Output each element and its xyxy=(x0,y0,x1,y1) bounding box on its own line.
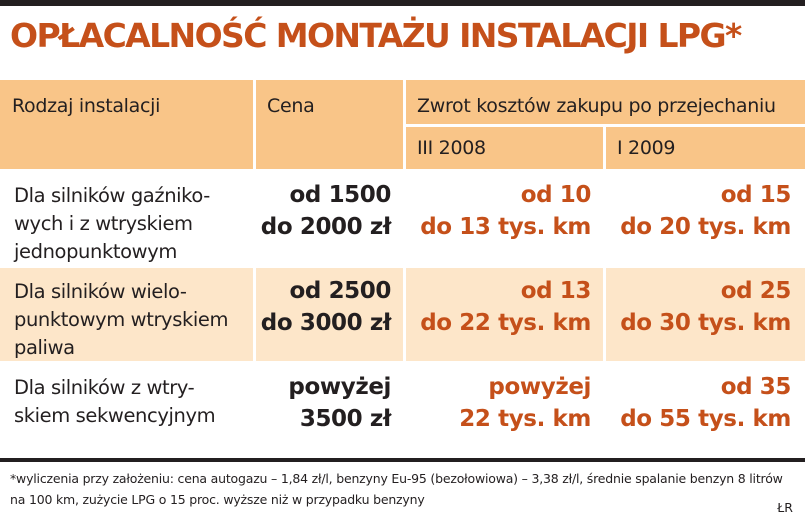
row-1-r1-line-1: od 10 xyxy=(520,182,591,208)
row-1-price-line-2: do 2000 zł xyxy=(260,214,391,240)
header-return xyxy=(405,80,805,126)
table-row-1-return-2008 xyxy=(405,170,605,266)
header-period-2 xyxy=(605,126,805,170)
row-2-desc-line-2: punktowym wtryskiem xyxy=(14,308,229,331)
row-2-price-line-1: od 2500 xyxy=(289,278,391,304)
header-price xyxy=(255,80,405,170)
row-divider xyxy=(0,169,805,172)
row-3-r2-line-1: od 35 xyxy=(720,374,791,400)
row-2-r2-line-2: do 30 tys. km xyxy=(620,310,791,336)
column-divider xyxy=(253,80,256,460)
header-type xyxy=(0,80,255,170)
row-divider xyxy=(0,361,805,364)
top-rule xyxy=(0,0,805,6)
page-title: OPŁACALNOŚĆ MONTAŻU INSTALACJI LPG* xyxy=(10,16,741,55)
row-3-price-line-1: powyżej xyxy=(288,374,391,400)
row-1-r2-line-1: od 15 xyxy=(720,182,791,208)
row-3-r1-line-1: powyżej xyxy=(488,374,591,400)
row-2-r1-line-2: do 22 tys. km xyxy=(420,310,591,336)
row-3-desc-line-2: skiem sekwencyjnym xyxy=(14,404,216,427)
row-2-desc-line-3: paliwa xyxy=(14,336,75,359)
lpg-table xyxy=(0,80,805,460)
row-divider xyxy=(403,124,805,127)
table-row-1-return-2009 xyxy=(605,170,805,266)
row-1-desc-line-2: wych i z wtryskiem xyxy=(14,212,193,235)
row-2-r2-line-1: od 25 xyxy=(720,278,791,304)
column-divider xyxy=(603,124,606,460)
row-3-r2-line-2: do 55 tys. km xyxy=(620,406,791,432)
header-period-2-label: I 2009 xyxy=(617,137,676,159)
table-row-2-return-2008 xyxy=(405,266,605,362)
table-row-3-return-2009 xyxy=(605,362,805,458)
table-row-2-type xyxy=(0,266,255,362)
table-row-1-price xyxy=(255,170,405,266)
header-return-label: Zwrot kosztów zakupu po przejechaniu xyxy=(417,95,776,117)
row-1-r1-line-2: do 13 tys. km xyxy=(420,214,591,240)
row-1-desc-line-1: Dla silników gaźniko- xyxy=(14,184,210,207)
row-2-r1-line-1: od 13 xyxy=(520,278,591,304)
row-1-price-line-1: od 1500 xyxy=(289,182,391,208)
row-2-desc-line-1: Dla silników wielo- xyxy=(14,280,187,303)
row-3-desc-line-1: Dla silników z wtry- xyxy=(14,376,195,399)
table-row-1-type xyxy=(0,170,255,266)
header-period-1 xyxy=(405,126,605,170)
author-credit: ŁR xyxy=(777,500,793,515)
table-row-3-type xyxy=(0,362,255,458)
table-row-2-return-2009 xyxy=(605,266,805,362)
table-row-2-price xyxy=(255,266,405,362)
footnote: *wyliczenia przy założeniu: cena autogazu – 1,84 zł/l, benzyny Eu-95 (bezołowiowa) – 3,38 zł/l, średnie spalanie benzyn 8 litrów na 100 km, zużycie LPG o 15 proc. wyższe niż w przypadku benzyny xyxy=(10,471,783,507)
table-row-3-price xyxy=(255,362,405,458)
row-divider xyxy=(0,265,805,268)
row-3-r1-line-2: 22 tys. km xyxy=(459,406,591,432)
column-divider xyxy=(403,80,406,460)
header-price-label: Cena xyxy=(267,95,315,117)
bottom-rule xyxy=(0,458,805,462)
table-row-3-return-2008 xyxy=(405,362,605,458)
header-type-label: Rodzaj instalacji xyxy=(12,95,161,117)
row-3-price-line-2: 3500 zł xyxy=(299,406,391,432)
header-period-1-label: III 2008 xyxy=(417,137,486,159)
row-1-r2-line-2: do 20 tys. km xyxy=(620,214,791,240)
row-1-desc-line-3: jednopunktowym xyxy=(14,240,177,263)
row-2-price-line-2: do 3000 zł xyxy=(260,310,391,336)
